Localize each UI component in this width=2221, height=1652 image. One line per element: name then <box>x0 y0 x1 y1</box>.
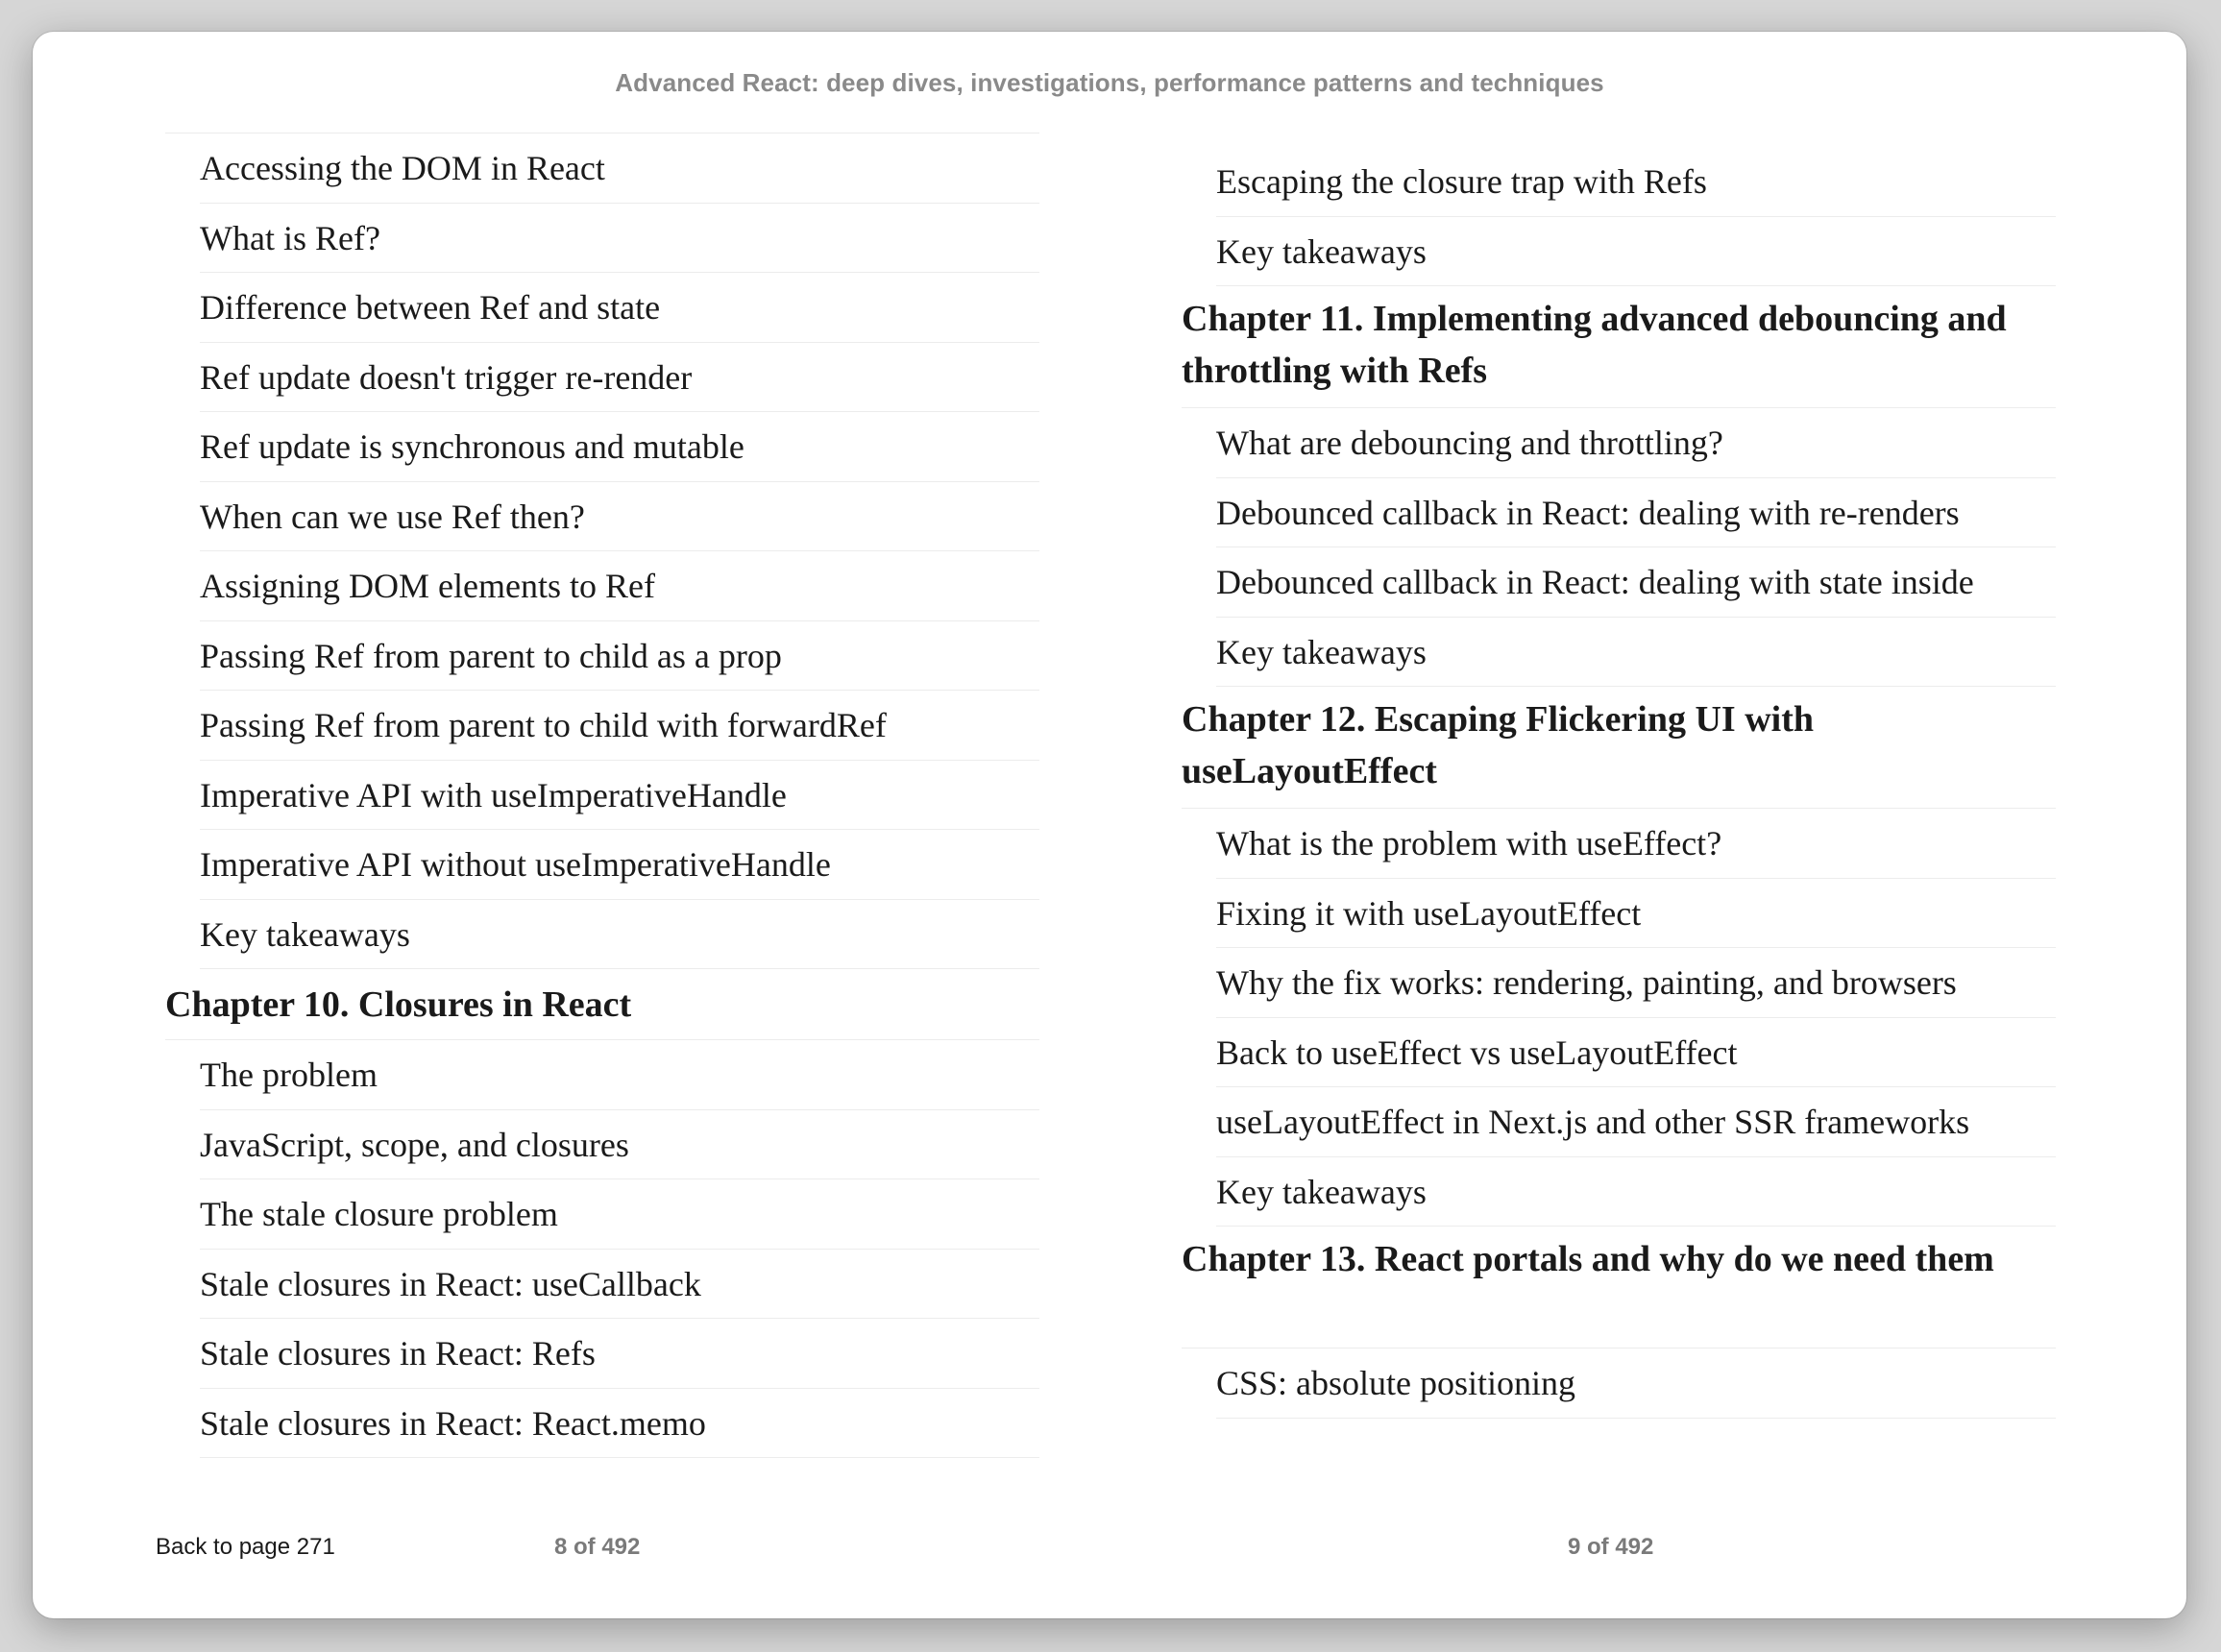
toc-entry[interactable]: Debounced callback in React: dealing with re-renders <box>1182 478 2056 548</box>
toc-entry[interactable]: Passing Ref from parent to child with forwardRef <box>165 691 1039 761</box>
toc-entry[interactable]: Stale closures in React: useCallback <box>165 1250 1039 1320</box>
toc-chapter[interactable]: Chapter 12. Escaping Flickering UI with useLayoutEffect <box>1182 687 2056 809</box>
book-window <box>33 32 2186 1618</box>
toc-entry[interactable]: The problem <box>165 1040 1039 1110</box>
toc-entry[interactable]: Imperative API without useImperativeHandle <box>165 830 1039 900</box>
toc-entry[interactable]: Difference between Ref and state <box>165 273 1039 343</box>
toc-entry[interactable]: Imperative API with useImperativeHandle <box>165 761 1039 831</box>
toc-entry[interactable]: Back to useEffect vs useLayoutEffect <box>1182 1018 2056 1088</box>
toc-entry[interactable]: What is Ref? <box>165 204 1039 274</box>
toc-entry[interactable]: What is the problem with useEffect? <box>1182 809 2056 879</box>
right-page-number: 9 of 492 <box>1568 1534 1654 1560</box>
toc-entry[interactable]: Debounced callback in React: dealing with state inside <box>1182 547 2056 618</box>
toc-chapter[interactable]: Chapter 10. Closures in React <box>165 969 1039 1040</box>
toc-entry[interactable]: Key takeaways <box>1182 1157 2056 1227</box>
book-title: Advanced React: deep dives, investigations, performance patterns and techniques <box>615 68 1604 97</box>
toc-entry[interactable]: Key takeaways <box>1182 217 2056 287</box>
left-page <box>165 133 1039 1458</box>
left-page-number: 8 of 492 <box>554 1534 641 1560</box>
toc-entry[interactable]: Accessing the DOM in React <box>165 134 1039 204</box>
toc-entry[interactable]: Assigning DOM elements to Ref <box>165 551 1039 621</box>
toc-entry[interactable]: Stale closures in React: React.memo <box>165 1389 1039 1459</box>
toc-entry[interactable]: The stale closure problem <box>165 1179 1039 1250</box>
toc-entry[interactable]: Fixing it with useLayoutEffect <box>1182 879 2056 949</box>
toc-entry[interactable]: When can we use Ref then? <box>165 482 1039 552</box>
left-toc-list <box>165 133 1039 1458</box>
right-page <box>1182 147 2056 1419</box>
toc-entry[interactable]: CSS: absolute positioning <box>1182 1348 2056 1419</box>
toc-chapter[interactable]: Chapter 11. Implementing advanced debouncing and throttling with Refs <box>1182 286 2056 408</box>
toc-entry[interactable]: Key takeaways <box>1182 618 2056 688</box>
toc-entry[interactable]: Stale closures in React: Refs <box>165 1319 1039 1389</box>
toc-entry[interactable]: What are debouncing and throttling? <box>1182 408 2056 478</box>
toc-entry[interactable]: Why the fix works: rendering, painting, and browsers <box>1182 948 2056 1018</box>
toc-entry[interactable]: Ref update is synchronous and mutable <box>165 412 1039 482</box>
toc-entry[interactable]: useLayoutEffect in Next.js and other SSR frameworks <box>1182 1087 2056 1157</box>
toc-entry[interactable]: Passing Ref from parent to child as a prop <box>165 621 1039 692</box>
toc-entry[interactable]: Escaping the closure trap with Refs <box>1182 147 2056 217</box>
back-to-page-link[interactable]: Back to page 271 <box>156 1534 335 1560</box>
toc-entry[interactable]: JavaScript, scope, and closures <box>165 1110 1039 1180</box>
toc-entry[interactable]: Key takeaways <box>165 900 1039 970</box>
toc-chapter[interactable]: Chapter 13. React portals and why do we need them <box>1182 1227 2056 1348</box>
toc-entry[interactable]: Ref update doesn't trigger re-render <box>165 343 1039 413</box>
right-toc-list <box>1182 147 2056 1419</box>
